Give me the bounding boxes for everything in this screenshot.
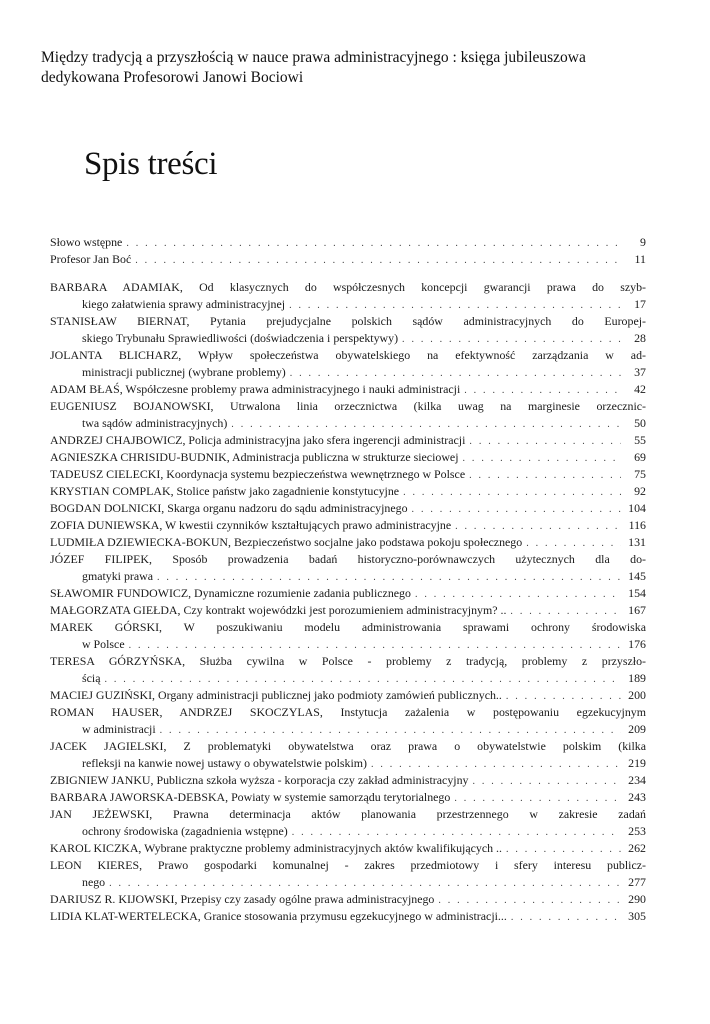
toc-entry-text: STANISŁAW BIERNAT, Pytania prejudycjalne polskich sądów administracyjnych do Europej- <box>50 314 646 328</box>
toc-page-number: 305 <box>628 909 646 923</box>
toc-entry-line <box>50 874 646 891</box>
toc-entry <box>50 687 646 704</box>
toc-page-number: 11 <box>634 252 646 266</box>
toc-entry-text: JACEK JAGIELSKI, Z problematyki obywatelstwa oraz prawa o obywatelstwie polskim (kilka <box>50 739 646 753</box>
toc-entry <box>50 534 646 551</box>
toc-entry-line <box>50 755 646 772</box>
dot-leader <box>510 603 621 620</box>
toc-entry-text: ADAM BŁAŚ, Współczesne problemy prawa administracyjnego i nauki administracji <box>50 382 461 396</box>
toc-entry <box>50 704 646 738</box>
toc-page-number: 17 <box>634 297 646 311</box>
dot-leader <box>506 841 621 858</box>
toc-entry-line <box>50 789 646 806</box>
toc-entry <box>50 466 646 483</box>
toc-page-number: 234 <box>628 773 646 787</box>
toc-entry <box>50 908 646 925</box>
toc-entry-line <box>50 330 646 347</box>
dot-leader <box>231 416 621 433</box>
toc-entry-line <box>50 908 646 925</box>
toc-entry-line <box>50 296 646 313</box>
toc-entry-text: JOLANTA BLICHARZ, Wpływ społeczeństwa obywatelskiego na efektywność zarządzania w ad- <box>50 348 646 362</box>
toc-entry-line <box>50 585 646 602</box>
toc-entry-text: ochrony środowiska (zagadnienia wstępne) <box>82 824 288 838</box>
dot-leader <box>415 586 621 603</box>
toc-entry <box>50 398 646 432</box>
toc-page-number: 200 <box>628 688 646 702</box>
toc-page-number: 189 <box>628 671 646 685</box>
toc-entry-text: Profesor Jan Boć <box>50 252 132 266</box>
toc-entry-line <box>50 636 646 653</box>
toc-page-number: 104 <box>628 501 646 515</box>
toc-entry-text: w administracji <box>82 722 156 736</box>
toc-entry-text: SŁAWOMIR FUNDOWICZ, Dynamiczne rozumienie zadania publicznego <box>50 586 411 600</box>
toc-entry <box>50 857 646 891</box>
dot-leader <box>506 688 621 705</box>
toc-page-number: 262 <box>628 841 646 855</box>
toc-entry-line <box>50 823 646 840</box>
dot-leader <box>469 433 621 450</box>
toc-entry-line <box>50 653 646 670</box>
toc-entry <box>50 500 646 517</box>
toc-entry-line <box>50 398 646 415</box>
toc-entry-text: DARIUSZ R. KIJOWSKI, Przepisy czy zasady ogólne prawa administracyjnego <box>50 892 435 906</box>
toc-entry-line <box>50 500 646 517</box>
toc-page-number: 42 <box>634 382 646 396</box>
toc-entry <box>50 517 646 534</box>
toc-entry-line <box>50 687 646 704</box>
toc-entry-text: MACIEJ GUZIŃSKI, Organy administracji publicznej jako podmioty zamówień publicznych.. <box>50 688 502 702</box>
toc-entry-text: Słowo wstępne <box>50 235 123 249</box>
toc-entry-text: LIDIA KLAT-WERTELECKA, Granice stosowania przymusu egzekucyjnego w administracji... <box>50 909 507 923</box>
toc-entry-line <box>50 619 646 636</box>
toc-entry-line <box>50 347 646 364</box>
toc-entry-line <box>50 840 646 857</box>
toc-entry-text: kiego załatwienia sprawy administracyjnej <box>82 297 286 311</box>
toc-entry-text: ZBIGNIEW JANKU, Publiczna szkoła wyższa - korporacja czy zakład administracyjny <box>50 773 469 787</box>
toc-entry-text: TERESA GÓRZYŃSKA, Służba cywilna w Polsce - problemy z tradycją, problemy z przyszło- <box>50 654 646 668</box>
toc-entry <box>50 251 646 268</box>
dot-leader <box>292 824 621 841</box>
toc-entry-text: JAN JEŻEWSKI, Prawna determinacja aktów planowania przestrzennego w zakresie zadań <box>50 807 646 821</box>
toc-entry-text: BARBARA ADAMIAK, Od klasycznych do współczesnych koncepcji gwarancji prawa do szyb- <box>50 280 646 294</box>
toc-entry-line <box>50 772 646 789</box>
dot-leader <box>371 756 621 773</box>
dot-leader <box>438 892 621 909</box>
dot-leader <box>105 671 622 688</box>
toc-entry-text: BOGDAN DOLNICKI, Skarga organu nadzoru do sądu administracyjnego <box>50 501 408 515</box>
dot-leader <box>109 875 621 892</box>
toc-entry-text: MAREK GÓRSKI, W poszukiwaniu modelu administrowania sprawami ochrony środowiska <box>50 620 646 634</box>
toc-entry-line <box>50 483 646 500</box>
dot-leader <box>290 365 621 382</box>
toc-page-number: 28 <box>634 331 646 345</box>
toc-entry <box>50 653 646 687</box>
dot-leader <box>454 790 621 807</box>
dot-leader <box>469 467 621 484</box>
dot-leader <box>157 569 621 586</box>
toc-entry-line <box>50 670 646 687</box>
toc-page-number: 131 <box>628 535 646 549</box>
toc-entry-text: LUDMIŁA DZIEWIECKA-BOKUN, Bezpieczeństwo socjalne jako podstawa pokoju społecznego <box>50 535 523 549</box>
toc-entry <box>50 789 646 806</box>
toc-entry <box>50 313 646 347</box>
toc-entry-text: ścią <box>82 671 101 685</box>
toc-page-number: 277 <box>628 875 646 889</box>
dot-leader <box>511 909 621 926</box>
toc-page-number: 50 <box>634 416 646 430</box>
book-title: Między tradycją a przyszłością w nauce prawa administracyjnego : księga jubileuszowa dedykowana Profesorowi Janowi Bociowi <box>41 49 586 86</box>
toc-page-number: 290 <box>628 892 646 906</box>
toc-entry-line <box>50 806 646 823</box>
dot-leader <box>464 382 621 399</box>
toc-page-number: 55 <box>634 433 646 447</box>
toc-entry-text: EUGENIUSZ BOJANOWSKI, Utrwalona linia orzecznictwa (kilka uwag na marginesie orzecznic- <box>50 399 646 413</box>
toc-entry-line <box>50 313 646 330</box>
toc-entry-text: w Polsce <box>82 637 125 651</box>
toc-entry <box>50 483 646 500</box>
toc-page-number: 167 <box>628 603 646 617</box>
toc-entry-line <box>50 534 646 551</box>
dot-leader <box>402 331 621 348</box>
toc-entry-text: LEON KIERES, Prawo gospodarki komunalnej - zakres przedmiotowy i sfery interesu publicz- <box>50 858 646 872</box>
toc-entry-text: nego <box>82 875 106 889</box>
toc-entry <box>50 772 646 789</box>
toc-entry-line <box>50 364 646 381</box>
toc-entry <box>50 840 646 857</box>
toc-entry-text: JÓZEF FILIPEK, Sposób prowadzenia badań historyczno-porównawczych użytecznych dla do- <box>50 552 646 566</box>
toc-entry <box>50 738 646 772</box>
toc-entry-line <box>50 415 646 432</box>
toc-entry <box>50 432 646 449</box>
dot-leader <box>472 773 621 790</box>
toc-entry-text: TADEUSZ CIELECKI, Koordynacja systemu bezpieczeństwa wewnętrznego w Polsce <box>50 467 466 481</box>
toc-entry-text: ROMAN HAUSER, ANDRZEJ SKOCZYLAS, Instytucja zażalenia w postępowaniu egzekucyjnym <box>50 705 646 719</box>
dot-leader <box>126 235 621 252</box>
toc-page-number: 176 <box>628 637 646 651</box>
toc-page-number: 253 <box>628 824 646 838</box>
toc-entry-text: gmatyki prawa <box>82 569 153 583</box>
toc-entry <box>50 891 646 908</box>
toc-entry-line <box>50 857 646 874</box>
toc-entry-text: ANDRZEJ CHAJBOWICZ, Policja administracyjna jako sfera ingerencji administracji <box>50 433 466 447</box>
table-of-contents <box>50 234 646 925</box>
toc-page-number: 219 <box>628 756 646 770</box>
toc-entry-text: refleksji na kanwie nowej ustawy o obywatelstwie polskim) <box>82 756 367 770</box>
toc-entry-text: skiego Trybunału Sprawiedliwości (doświadczenia i perspektywy) <box>82 331 399 345</box>
dot-leader <box>412 501 621 518</box>
dot-leader <box>129 637 621 654</box>
toc-page-number: 69 <box>634 450 646 464</box>
page-heading: Spis treści <box>84 146 218 182</box>
toc-entry <box>50 619 646 653</box>
toc-entry <box>50 602 646 619</box>
toc-entry-line <box>50 721 646 738</box>
toc-entry-text: ZOFIA DUNIEWSKA, W kwestii czynników kształtujących prawo administracyjne <box>50 518 452 532</box>
toc-page-number: 145 <box>628 569 646 583</box>
toc-page-number: 209 <box>628 722 646 736</box>
toc-page-number: 92 <box>634 484 646 498</box>
toc-entry-line <box>50 432 646 449</box>
toc-entry-text: ministracji publicznej (wybrane problemy) <box>82 365 286 379</box>
toc-page-number: 243 <box>628 790 646 804</box>
toc-entry-line <box>50 466 646 483</box>
toc-entry-text: MAŁGORZATA GIEŁDA, Czy kontrakt wojewódzki jest porozumieniem administracyjnym? .. <box>50 603 507 617</box>
toc-entry-text: AGNIESZKA CHRISIDU-BUDNIK, Administracja publiczna w strukturze sieciowej <box>50 450 459 464</box>
toc-entry-line <box>50 738 646 755</box>
toc-entry-text: twa sądów administracyjnych) <box>82 416 228 430</box>
toc-entry-text: KRYSTIAN COMPLAK, Stolice państw jako zagadnienie konstytucyjne <box>50 484 400 498</box>
toc-entry-text: KAROL KICZKA, Wybrane praktyczne problemy administracyjnych aktów kwalifikujących .. <box>50 841 502 855</box>
toc-entry <box>50 234 646 251</box>
toc-page-number: 116 <box>628 518 646 532</box>
toc-entry-line <box>50 551 646 568</box>
toc-page-number: 37 <box>634 365 646 379</box>
toc-entry-line <box>50 251 646 268</box>
dot-leader <box>135 252 621 269</box>
toc-entry-line <box>50 891 646 908</box>
toc-entry <box>50 381 646 398</box>
toc-entry-text: BARBARA JAWORSKA-DEBSKA, Powiaty w systemie samorządu terytorialnego <box>50 790 451 804</box>
toc-entry-line <box>50 234 646 251</box>
toc-page-number: 154 <box>628 586 646 600</box>
toc-entry <box>50 551 646 585</box>
dot-leader <box>463 450 621 467</box>
toc-entry <box>50 806 646 840</box>
dot-leader <box>289 297 621 314</box>
toc-entry-line <box>50 517 646 534</box>
toc-entry-line <box>50 568 646 585</box>
toc-entry-line <box>50 449 646 466</box>
toc-entry <box>50 449 646 466</box>
toc-entry <box>50 279 646 313</box>
toc-entry <box>50 347 646 381</box>
toc-entry-line <box>50 602 646 619</box>
toc-page-number: 75 <box>634 467 646 481</box>
dot-leader <box>403 484 621 501</box>
dot-leader <box>160 722 621 739</box>
toc-page-number: 9 <box>640 235 646 249</box>
toc-entry-line <box>50 704 646 721</box>
dot-leader <box>455 518 621 535</box>
toc-entry <box>50 585 646 602</box>
dot-leader <box>526 535 621 552</box>
toc-entry-line <box>50 381 646 398</box>
toc-entry-line <box>50 279 646 296</box>
